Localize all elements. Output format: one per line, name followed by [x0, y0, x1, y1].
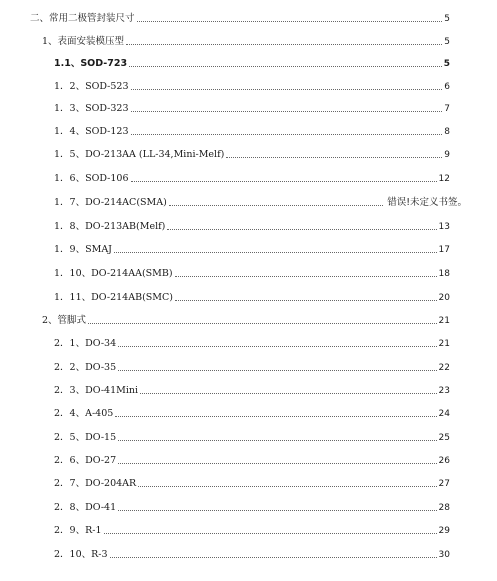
toc-entry[interactable] — [54, 195, 467, 209]
toc-entry-page-number: 29 — [438, 526, 450, 536]
toc-entry-page-number: 21 — [438, 339, 450, 349]
toc-entry[interactable] — [54, 219, 450, 233]
toc-entry[interactable] — [54, 360, 450, 374]
toc-leader-dots — [175, 300, 437, 301]
toc-entry-label: 1．2、SOD-523 — [54, 81, 129, 92]
toc-entry-page-number: 8 — [444, 127, 450, 137]
toc-entry-page-number: 28 — [438, 503, 450, 513]
toc-entry-label: 2．3、DO-41Mini — [54, 385, 139, 396]
toc-entry-page-number: 9 — [444, 150, 450, 160]
toc-entry-page-number: 5 — [444, 37, 450, 47]
toc-leader-dots — [114, 252, 437, 253]
toc-entry[interactable] — [54, 124, 450, 138]
toc-leader-dots — [118, 440, 436, 441]
toc-entry[interactable] — [54, 56, 450, 70]
toc-leader-dots — [131, 89, 443, 90]
toc-entry[interactable] — [54, 101, 450, 115]
toc-entry-label: 1．7、DO-214AC(SMA) — [54, 197, 167, 208]
toc-entry-label: 2．6、DO-27 — [54, 455, 117, 466]
toc-entry-label: 2．1、DO-34 — [54, 338, 117, 349]
toc-entry-label: 1.1、SOD-723 — [54, 58, 128, 69]
toc-entry-page-number: 26 — [438, 456, 450, 466]
toc-entry-page-number: 25 — [438, 433, 450, 443]
toc-leader-dots — [167, 229, 436, 230]
toc-entry-label: 1．6、SOD-106 — [54, 173, 129, 184]
toc-entry[interactable] — [54, 383, 450, 397]
toc-entry-page-number: 7 — [444, 104, 450, 114]
toc-entry-page-number: 22 — [438, 363, 450, 373]
toc-entry[interactable] — [54, 266, 450, 280]
toc-entry-label: 二、常用二极管封装尺寸 — [30, 13, 135, 24]
toc-entry[interactable] — [54, 171, 450, 185]
toc-entry[interactable] — [54, 406, 450, 420]
toc-entry-error: 错误!未定义书签。 — [387, 197, 467, 208]
toc-entry-label: 2．4、A-405 — [54, 408, 114, 419]
toc-entry-label: 1．3、SOD-323 — [54, 103, 129, 114]
toc-entry[interactable] — [54, 523, 450, 537]
toc-leader-dots — [110, 557, 437, 558]
toc-entry-label: 1．9、SMAJ — [54, 244, 112, 255]
toc-entry-label: 2．10、R-3 — [54, 549, 108, 560]
toc-leader-dots — [140, 393, 436, 394]
toc-entry-label: 2、管脚式 — [42, 315, 87, 326]
toc-leader-dots — [118, 346, 436, 347]
toc-entry-page-number: 5 — [444, 14, 450, 24]
toc-entry-page-number: 21 — [438, 316, 450, 326]
toc-entry[interactable] — [54, 147, 450, 161]
toc-entry-page-number: 30 — [438, 550, 450, 560]
toc-entry[interactable] — [54, 453, 450, 467]
toc-entry-page-number: 13 — [438, 222, 450, 232]
toc-leader-dots — [131, 134, 443, 135]
toc-leader-dots — [131, 181, 437, 182]
toc-entry-label: 2．8、DO-41 — [54, 502, 117, 513]
toc-entry-page-number: 23 — [438, 386, 450, 396]
toc-entry-page-number: 12 — [438, 174, 450, 184]
toc-entry-label: 1．5、DO-213AA (LL-34,Mini-Melf) — [54, 149, 225, 160]
toc-entry-page-number: 20 — [438, 293, 450, 303]
toc-leader-dots — [138, 486, 436, 487]
toc-entry-label: 1．11、DO-214AB(SMC) — [54, 292, 173, 303]
toc-entry[interactable] — [54, 242, 450, 256]
toc-entry-label: 2．5、DO-15 — [54, 432, 117, 443]
toc-entry-label: 2．2、DO-35 — [54, 362, 117, 373]
toc-entry-label: 1．10、DO-214AA(SMB) — [54, 268, 173, 279]
toc-entry[interactable] — [54, 500, 450, 514]
toc-entry[interactable] — [54, 476, 450, 490]
toc-leader-dots — [169, 205, 383, 206]
toc-entry-label: 1．4、SOD-123 — [54, 126, 129, 137]
toc-entry-page-number: 6 — [444, 82, 450, 92]
toc-entry[interactable] — [54, 336, 450, 350]
toc-entry-page-number: 24 — [438, 409, 450, 419]
toc-entry[interactable] — [54, 430, 450, 444]
toc-entry[interactable] — [54, 79, 450, 93]
toc-leader-dots — [104, 533, 437, 534]
toc-entry-label: 2．7、DO-204AR — [54, 478, 137, 489]
toc-entry-page-number: 5 — [443, 59, 450, 69]
toc-entry[interactable] — [42, 313, 450, 327]
toc-leader-dots — [137, 21, 443, 22]
toc-leader-dots — [88, 323, 437, 324]
toc-entry[interactable] — [42, 34, 450, 48]
toc-entry-label: 1．8、DO-213AB(Melf) — [54, 221, 166, 232]
toc-entry-label: 2．9、R-1 — [54, 525, 102, 536]
toc-entry-label: 1、表面安装模压型 — [42, 36, 125, 47]
toc-leader-dots — [118, 370, 436, 371]
toc-entry[interactable] — [54, 547, 450, 561]
toc-leader-dots — [226, 157, 442, 158]
toc-leader-dots — [126, 44, 442, 45]
toc-entry-page-number: 18 — [438, 269, 450, 279]
toc-leader-dots — [129, 66, 442, 67]
toc-leader-dots — [115, 416, 436, 417]
toc-entry-page-number: 17 — [438, 245, 450, 255]
toc-entry[interactable] — [30, 11, 450, 25]
toc-leader-dots — [118, 510, 436, 511]
toc-leader-dots — [118, 463, 436, 464]
toc-leader-dots — [131, 111, 443, 112]
toc-entry-page-number: 27 — [438, 479, 450, 489]
toc-entry[interactable] — [54, 290, 450, 304]
toc-leader-dots — [175, 276, 437, 277]
